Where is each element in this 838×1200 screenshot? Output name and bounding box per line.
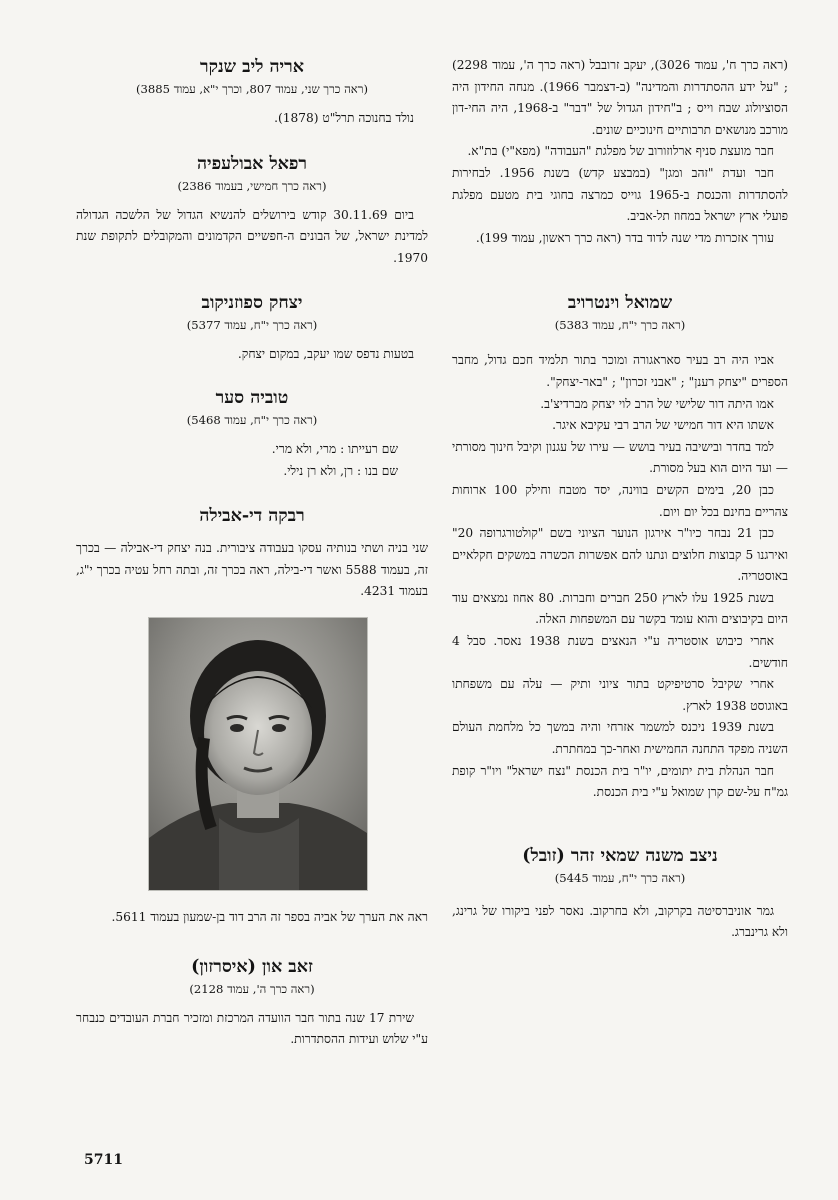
paragraph: חבר מועצת סניף ארלוזורוב של מפלגת "העבודה" (מפא"י) בת"א. [467, 144, 774, 159]
paragraph: כבן 20, בימים הקשים בווינה, יסד מטבח וחילק 100 ארוחות צהריים בחינם בכל יום ויום. [452, 482, 788, 519]
entry-title: טוביה סער [215, 387, 289, 408]
entry-title: זאב און (איסרזון) [191, 956, 313, 977]
entry-tuvia-saar [76, 386, 428, 482]
entry-reference: (ראה כרך י"ח, עמוד 5468) [186, 412, 318, 427]
paragraph: אמו היתה דור שלישי של הרב לוי יצחק מברדיצ'ב. [540, 396, 774, 411]
entry-title: רבקה די-אבילה [199, 506, 305, 527]
paragraph: אחרי כיבוש אוסטריה ע"י הנאצים בשנת 1938 נאסר. סבל 4 חודשים. [452, 634, 788, 670]
right-column [452, 55, 788, 944]
entry-reference: (ראה כרך ה', עמוד 2128) [189, 981, 315, 996]
paragraph: ביום 30.11.69 קודש בירושלים להנשיא הגדול של הלשכה הגדולה למדינת ישראל, של הבונים ה-חפשיים הקדמונים והמקובלים לתקופת שנת 1970. [76, 207, 428, 265]
entry-reference: (ראה כרך חמישי, בעמוד 2386) [177, 178, 327, 193]
paragraph: למד בחדר ובישיבה בעיר בושש — עירו של עגנון וקיבל חינוך מסורתי — ועד היום הוא בעל מסורת. [452, 439, 788, 476]
portrait-photo-icon [149, 618, 367, 890]
entry-rivka-de-avila [76, 504, 428, 928]
page-number: 5711 [84, 1152, 123, 1168]
paragraph: בשנת 1925 עלו לארץ 250 חברים וחברות. 80 אחוז נמצאים עוד היום בקיבוצים והוא עומד בקשר עם המשפחות האלה. [452, 590, 788, 627]
entry-reference: (ראה כרך י"ח, עמוד 5383) [554, 318, 686, 333]
paragraph: שם בנו : רן, ולא רן נילי. [283, 463, 398, 478]
paragraph: עורך אזכרות מדי שנה לדוד בדר (ראה כרך ראשון, עמוד 199). [475, 230, 774, 245]
entry-reference: (ראה כרך י"ח, עמוד 5445) [554, 870, 686, 885]
entry-title: אריה ליב שנקר [200, 57, 304, 77]
paragraph: נולד בחנוכה תרל"ט (1878). [274, 111, 414, 125]
entry-shmuel-weintraub [452, 291, 788, 803]
entry-refael-abulafia [76, 152, 428, 270]
paragraph: אשתו היא דור חמישי של הרב רבי עקיבא איגר. [552, 418, 774, 433]
left-column [76, 55, 428, 1051]
entry-yitzhak-sposnikov [76, 291, 428, 366]
entry-reference: (ראה כרך י"ח, עמוד 5377) [186, 318, 318, 333]
entry-title: שמואל וינטרויב [567, 293, 673, 314]
entry-nitzav-zohar [452, 844, 788, 944]
photo-caption: ראה את הערך של אביה בספר זה הרב דוד בן-שמעון בעמוד 5611. [111, 909, 428, 924]
paragraph: שם רעייתו : מרי, ולא מרי. [271, 441, 398, 456]
paragraph: גמר אוניברסיטה בקרקוב, ולא בחרקוב. נאסר לפני ביקורו של גרינג, ולא גרינברג. [452, 903, 788, 940]
entry-title: יצחק ספוזניקוב [201, 293, 303, 314]
paragraph: שני בניה ושתי בנותיה עסקו בעבודה ציבורית. בנה יצחק די-אבילה — בכרך זה, בעמוד 5588 ואשר די-בילה, ראה בכרך זה, ובתה רחל עטיה בכרך י"ג, בעמוד 4231. [76, 541, 428, 599]
paragraph: אביו היה רב בעיר סאראגורה ומוכר בתור תלמיד חכם גדול, מחבר הספרים "יצחק רענן" ; "אבני זכרון" ; "באר-יצחק". [452, 353, 788, 389]
paragraph: אחרי שקיבל סרטיפיקט בתור ציוני ותיק — עלה עם משפחתו באוגוסט 1938 לארץ. [452, 677, 788, 713]
paragraph: שירת 17 שנה בתור חבר הוועדה המרכזת ומזכיר חברת העובדים כנבחר ע"י שלוש ועידות ההסתדרות. [76, 1010, 428, 1047]
paragraph: (ראה כרך ח', עמוד 3026), יעקב זרובבל (ראה כרך ה', עמוד 2298) ; "על ידע ההסתדרות והמדינה" (ב-דצמבר 1966). מנחה החידון היה הסוציולוג שבח וייס ; ב"חידון הגדול של "דבר" ב-1968, היה החי-דון מורכב מנושאים תרבותיים חינוכיים שונים. [452, 58, 788, 137]
paragraph: חבר ועדת "זהב ומגן" (במבצע קדש) בשנת 1956. לבחירות להסתדרות והכנסת ב-1965 גוייס כמרצה בחוגי בית מטעם מפלגת פועלי ארץ ישראל במחוז תל-אביב. [452, 165, 788, 224]
paragraph: חבר הנהלת בית יתומים, יו"ר בית הכנסת "נצח ישראל" ויו"ר קופת גמ"ח על-שם קרן שמואל ע"י בית הכנסת. [452, 763, 788, 800]
entry-arie-schenker [76, 55, 428, 130]
entry-continuation [452, 55, 788, 249]
entry-title: רפאל אבולעפיה [196, 153, 308, 174]
entry-zeev-on [76, 955, 428, 1051]
paragraph: כבן 21 נבחר כיו"ר אירגון הנוער הציוני בשם "קולטורגרופה 20" ואירגנו 5 קבוצות חלוצים ונתנו להם אפשרות הכשרה במשקים חקלאיים באוסטריה. [452, 526, 789, 584]
paragraph: בטעות נדפס שמו יעקב, במקום יצחק. [237, 347, 414, 362]
entry-reference: (ראה כרך שני, עמוד 807, וכרך י"א, עמוד 3885) [136, 82, 368, 96]
photo-container [76, 617, 428, 891]
portrait-photo [148, 617, 368, 891]
entry-title: ניצב משנה שמאי זהר (זובל) [522, 845, 718, 866]
paragraph: בשנת 1939 ניכנס למשמר אזרחי והיה במשך כל מלחמת העולם השניה מפקד התחנה החמישית ואחר-כך במחתרת. [452, 720, 788, 757]
